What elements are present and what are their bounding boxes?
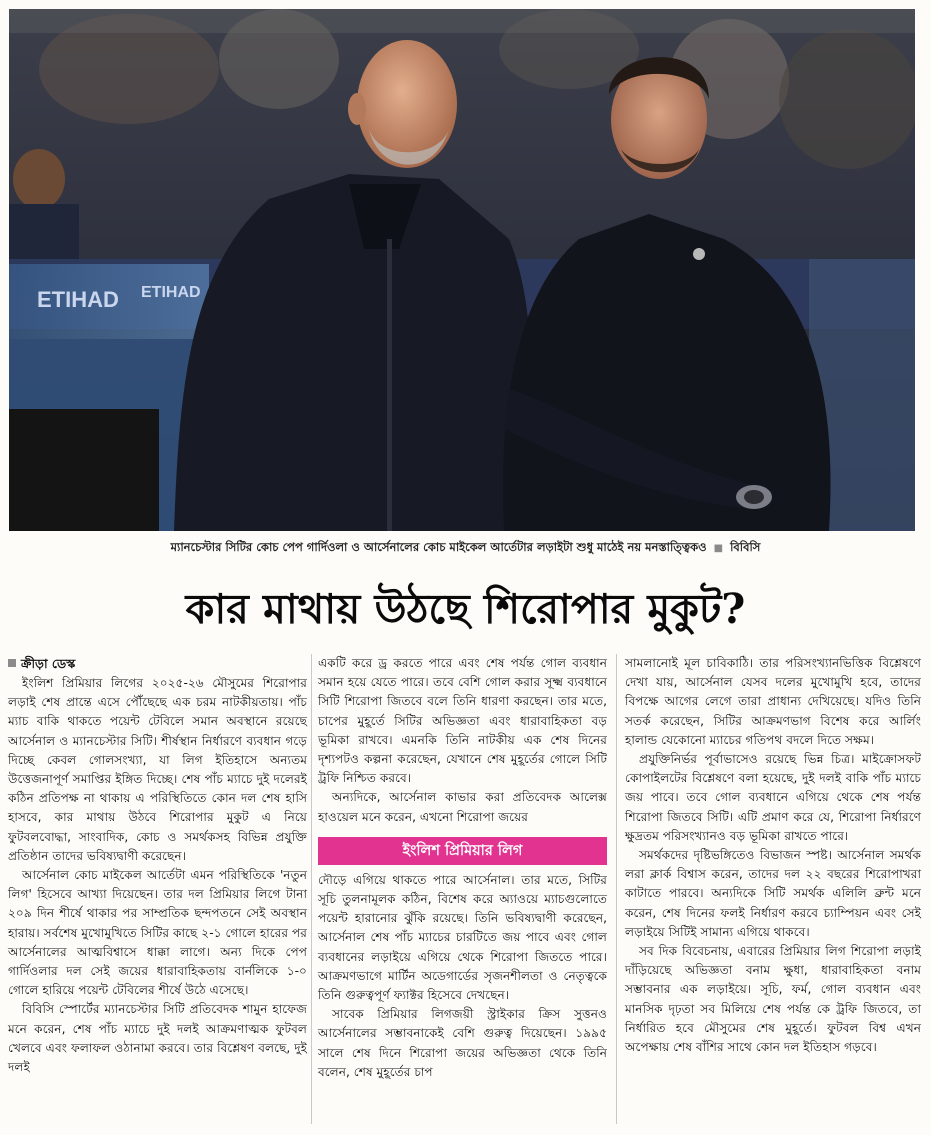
paragraph: সাবেক প্রিমিয়ার লিগজয়ী স্ট্রাইকার ক্রিস সুত্তনও আর্সেনালের সম্ভাবনাকেই বেশি গুরুত্ব দিয়েছেন। ১৯৯৫ সালে শেষ দিনে শিরোপা জয়ের অভিজ্ঞতা থেকে তিনি বলেন, শেষ মুহূর্তের চাপ — [318, 1007, 607, 1079]
paragraph: প্রযুক্তিনির্ভর পূর্বাভাসেও রয়েছে ভিন্ন চিত্র। মাইক্রোসফট কোপাইলটের বিশ্লেষণে বলা হয়েছে, দুই দলই বাকি পাঁচ ম্যাচে জয় পাবে। তবে গোল ব্যবধানে এগিয়ে থেকে শেষ পর্যন্ত শিরোপা জিতবে সিটি। এটি প্রমাণ করে যে, শিরোপা নির্ধারণে ক্ষুদ্রতম পরিসংখ্যানও বড় ভূমিকা রাখতে পারে। — [625, 752, 921, 843]
paragraph: অন্যদিকে, আর্সেনাল কাভার করা প্রতিবেদক আলেক্স হাওয়েল মনে করেন, এখনো শিরোপা জয়ের — [318, 790, 607, 824]
paragraph: সামলানোই মূল চাবিকাঠি। তার পরিসংখ্যানভিত্তিক বিশ্লেষণে দেখা যায়, আর্সেনাল যেসব দলের মুখোমুখি হবে, তাদের বিপক্ষে আগের লেগে তারা প্রাধান্য দেখিয়েছে। যদিও তিনি সতর্ক করেছেন, সিটির আক্রমণভাগ বিশেষ করে আর্লিং হালান্ড যেকোনো ম্যাচের গতিপথ বদলে দিতে সক্ষম। — [625, 656, 921, 747]
byline-text: ক্রীড়া ডেস্ক — [21, 656, 76, 671]
headline: কার মাথায় উঠছে শিরোপার মুকুট? — [185, 585, 746, 633]
caption-separator-icon: ■ — [713, 543, 724, 554]
byline-square-icon — [8, 659, 16, 667]
article-column-3 — [625, 654, 921, 1057]
article-column-1 — [8, 654, 307, 1077]
paragraph: আর্সেনাল কোচ মাইকেল আর্তেটা এমন পরিস্থিতিকে 'নতুন লিগ' হিসেবে আখ্যা দিয়েছেন। তার দল প্রিমিয়ার লিগে টানা ২০৯ দিন শীর্ষে থাকার পর সাম্প্রতিক ছন্দপতনে সেই অবস্থান হারায়। সর্বশেষ মুখোমুখিতে সিটির কাছে ২-১ গোলে হারের পর আর্সেনালের আত্মবিশ্বাসে ধাক্কা লাগে। অন্য দিকে পেপ গার্দিওলার দল সেই জয়ের ধারাবাহিকতায় বার্নলিকে ১-০ গোলে হারিয়ে পয়েন্ট টেবিলের শীর্ষে উঠে এসেছে। — [8, 868, 307, 998]
article-photo — [9, 9, 915, 531]
paragraph: একটি করে ড্র করতে পারে এবং শেষ পর্যন্ত গোল ব্যবধান সমান হয়ে যেতে পারে। তবে বেশি গোল করার সূক্ষ্ম ব্যবধানে সিটি শিরোপা জিতবে বলে তিনি ধারণা করছেন। তার মতে, চাপের মুহূর্তে সিটির অভিজ্ঞতা এবং ধারাবাহিকতা বড় ভূমিকা রাখবে। এমনকি তিনি নাটকীয় এক শেষ দিনের দৃশ্যপটও কল্পনা করেছেন, যেখানে শেষ মুহূর্তের গোলে সিটি ট্রফি নিশ্চিত করবে। — [318, 656, 607, 786]
board-text-2: ETIHAD — [141, 284, 201, 301]
paragraph: দৌড়ে এগিয়ে থাকতে পারে আর্সেনাল। তার মতে, সিটির সূচি তুলনামূলক কঠিন, বিশেষ করে অ্যাওয়ে ম্যাচগুলোতে পয়েন্ট হারানোর ঝুঁকি রয়েছে। তিনি ভবিষ্যদ্বাণী করেছেন, আর্সেনাল শেষ পাঁচ ম্যাচের চারটিতে জয় পাবে এবং গোল ব্যবধানের লড়াইয়ে এগিয়ে থেকে শিরোপা জিততে পারে। আক্রমণভাগে মার্টিন অডেগার্ডের সৃজনশীলতা ও নেতৃত্বকে তিনি গুরুত্বপূর্ণ ফ্যাক্টর হিসেবে দেখছেন। — [318, 872, 607, 1003]
column-divider-2 — [616, 654, 617, 1124]
coaches-photo — [9, 9, 915, 531]
board-text-1: ETIHAD — [37, 287, 119, 312]
article-column-2 — [318, 654, 607, 1082]
paragraph: বিবিসি স্পোর্টের ম্যানচেস্টার সিটি প্রতিবেদক শামুন হাফেজ মনে করেন, শেষ পাঁচ ম্যাচে দুই দলই আক্রমণাত্মক ফুটবল খেলবে এবং ফলাফল ওঠানামা করবে। তার বিশ্লেষণ বলছে, দুই দলই — [8, 1002, 307, 1075]
photo-caption — [9, 537, 922, 557]
caption-text: ম্যানচেস্টার সিটির কোচ পেপ গার্দিওলা ও আর্সেনালের কোচ মাইকেল আর্তেটার লড়াইটা শুধু মাঠেই নয় মনস্তাত্ত্বিকও — [170, 540, 707, 554]
paragraph: ইংলিশ প্রিমিয়ার লিগের ২০২৫-২৬ মৌসুমের শিরোপার লড়াই শেষ প্রান্তে এসে পৌঁছেছে এক চরম নাটকীয়তায়। পাঁচ ম্যাচ বাকি থাকতে পয়েন্ট টেবিলে সমান অবস্থানে রয়েছে আর্সেনাল ও ম্যানচেস্টার সিটি। শীর্ষস্থান নির্ধারণে ব্যবধান গড়ে দিচ্ছে কেবল গোলসংখ্যা, যা লিগ ইতিহাসে অন্যতম উত্তেজনাপূর্ণ সমাপ্তির ইঙ্গিত দিচ্ছে। শেষ পাঁচ ম্যাচে দুই দলেরই কঠিন প্রতিপক্ষ না থাকায় এ পরিস্থিতিতে কোন দল শেষ হাসি হাসবে, কার মাথায় উঠবে শিরোপার মুকুট এ নিয়ে ফুটবলবোদ্ধা, সাংবাদিক, কোচ ও সমর্থকসহ বিভিন্ন প্রযুক্তি প্রতিষ্ঠান তাদের ভবিষ্যদ্বাণী করেছেন। — [8, 676, 307, 863]
paragraph: সমর্থকদের দৃষ্টিভঙ্গিতেও বিভাজন স্পষ্ট। আর্সেনাল সমর্থক লরা ক্লার্ক বিশ্বাস করেন, তাদের দল ২২ বছরের শিরোপাখরা কাটাতে পারবে। অন্যদিকে সিটি সমর্থক এলিলি ব্রুন্ট মনে করেন, শেষ দিনের ফলই নির্ধারণ করবে চ্যাম্পিয়ন এবং সেই লড়াইয়ে সিটিই সামান্য এগিয়ে থাকবে। — [625, 848, 921, 939]
section-subhead: ইংলিশ প্রিমিয়ার লিগ — [318, 837, 607, 865]
byline — [8, 654, 307, 674]
caption-credit: বিবিসি — [730, 540, 761, 554]
paragraph: সব দিক বিবেচনায়, এবারের প্রিমিয়ার লিগ শিরোপা লড়াই দাঁড়িয়েছে অভিজ্ঞতা বনাম ক্ষুধা, ধারাবাহিকতা বনাম সম্ভাবনার এক লড়াইয়ে। সূচি, ফর্ম, গোল ব্যবধান এবং মানসিক দৃঢ়তা সব মিলিয়ে শেষ পর্যন্ত কে ট্রফি জিতবে, তা নির্ধারিত হবে মৌসুমের শেষ মুহূর্তে। ফুটবল বিশ্ব এখন অপেক্ষায় শেষ বাঁশির সাথে কোন দল ইতিহাস গড়বে। — [625, 944, 921, 1055]
column-divider-1 — [311, 654, 312, 1124]
